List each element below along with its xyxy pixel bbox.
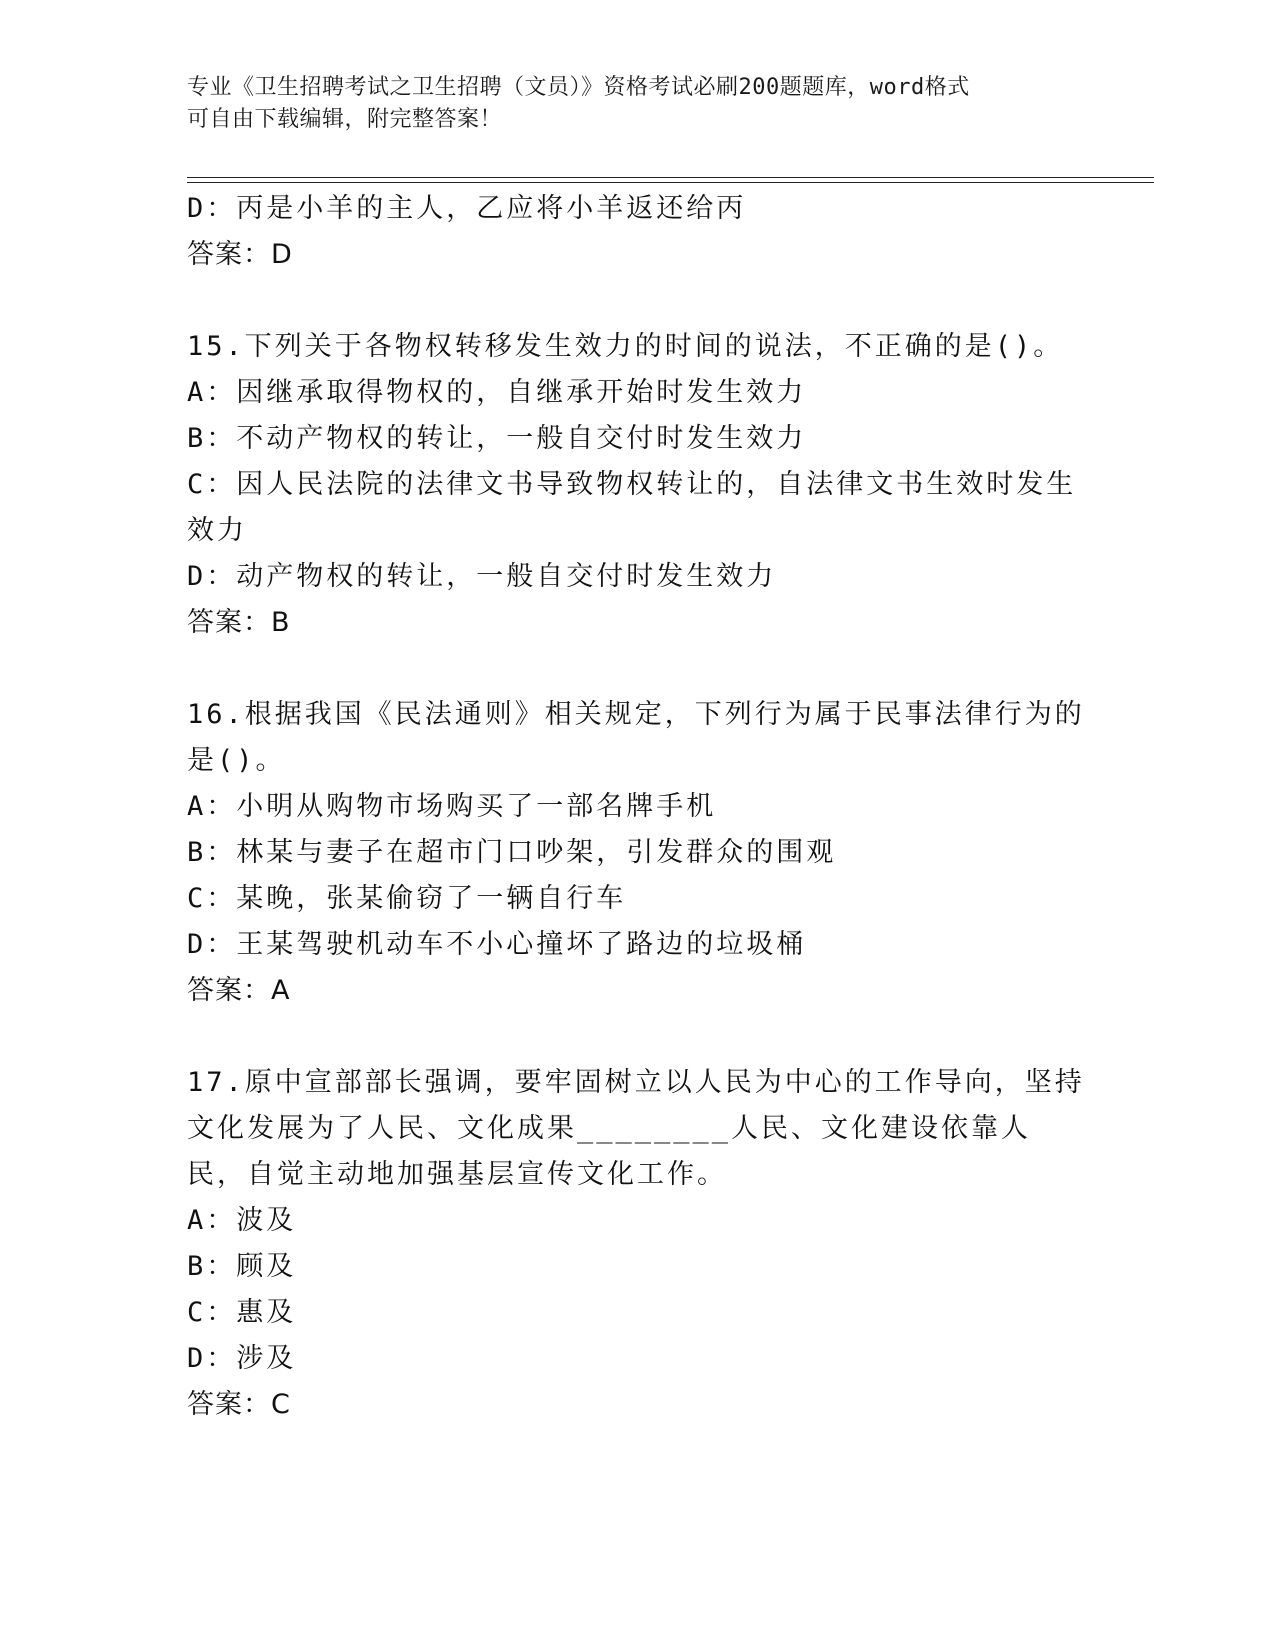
answer-line: 答案：D: [187, 239, 293, 270]
option-a: A：小明从购物市场购买了一部名牌手机: [187, 791, 717, 822]
header-divider-top: [187, 177, 1154, 178]
option-b: B：林某与妻子在超市门口吵架，引发群众的围观: [187, 837, 837, 868]
header-divider-bottom: [187, 182, 1154, 183]
option-a: A：因继承取得物权的，自继承开始时发生效力: [187, 377, 807, 408]
question-text: 15.下列关于各物权转移发生效力的时间的说法，不正确的是()。: [187, 331, 1064, 362]
option-d: D：涉及: [187, 1343, 297, 1374]
question-text: 16.根据我国《民法通则》相关规定，下列行为属于民事法律行为的是()。: [187, 699, 1085, 776]
header-line-1: 专业《卫生招聘考试之卫生招聘（文员）》资格考试必刷200题题库，word格式: [187, 75, 970, 100]
answer-line: 答案：A: [187, 975, 291, 1006]
spacer: [187, 1014, 1087, 1060]
option-b: B：不动产物权的转让，一般自交付时发生效力: [187, 423, 807, 454]
question-item: [187, 1060, 1087, 1428]
question-item: [187, 692, 1087, 1014]
question-item: [187, 324, 1087, 646]
question-item: [187, 186, 1087, 278]
spacer: [187, 278, 1087, 324]
answer-line: 答案：C: [187, 1389, 291, 1420]
option-a: A：波及: [187, 1205, 297, 1236]
header-line-2: 可自由下载编辑，附完整答案！: [187, 107, 503, 132]
document-header: [187, 72, 1077, 136]
spacer: [187, 646, 1087, 692]
answer-line: 答案：B: [187, 607, 291, 638]
option-d: D：动产物权的转让，一般自交付时发生效力: [187, 561, 777, 592]
question-list: [187, 186, 1087, 1428]
option-d: D：王某驾驶机动车不小心撞坏了路边的垃圾桶: [187, 929, 807, 960]
option-d: D：丙是小羊的主人，乙应将小羊返还给丙: [187, 193, 747, 224]
question-text: 17.原中宣部部长强调，要牢固树立以人民为中心的工作导向，坚持文化发展为了人民、文化成果________人民、文化建设依靠人民，自觉主动地加强基层宣传文化工作。: [187, 1067, 1085, 1190]
option-c: C：某晚，张某偷窃了一辆自行车: [187, 883, 627, 914]
option-c: C：惠及: [187, 1297, 297, 1328]
option-c: C：因人民法院的法律文书导致物权转让的，自法律文书生效时发生效力: [187, 469, 1077, 546]
option-b: B：顾及: [187, 1251, 297, 1282]
